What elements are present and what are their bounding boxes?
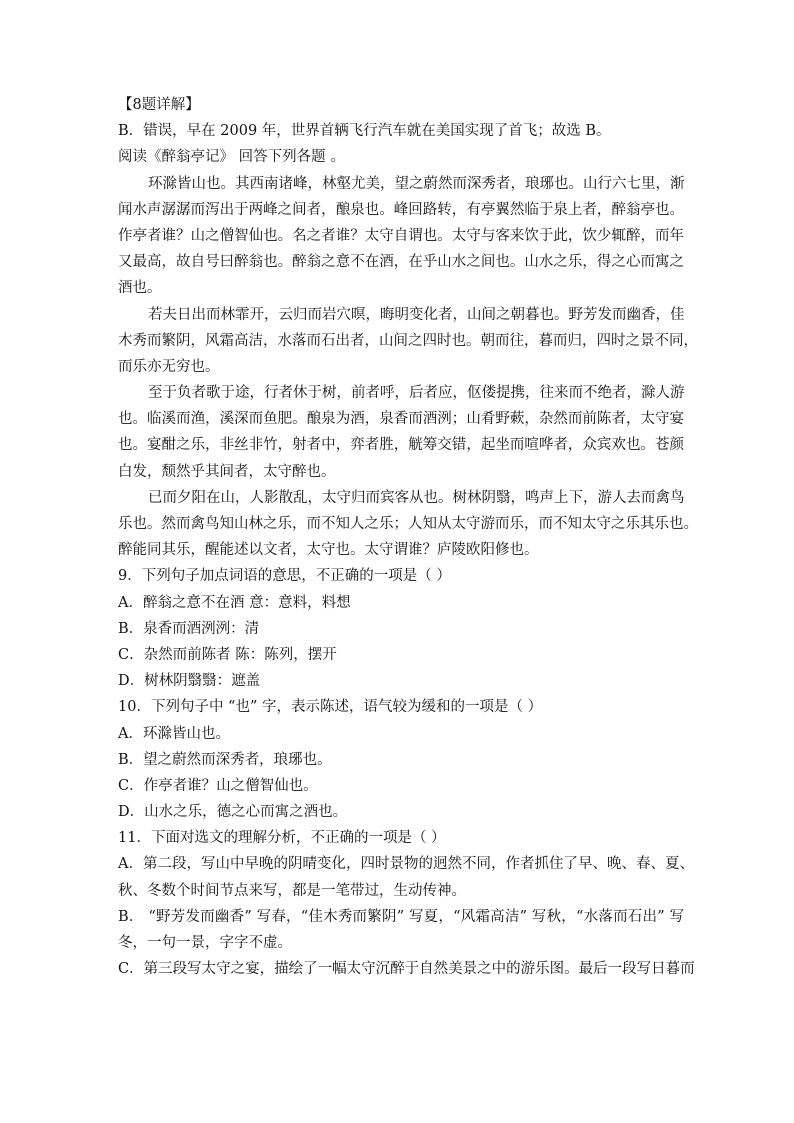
question-9-option-b: B．泉香而酒洌洌：清: [118, 620, 260, 637]
passage-p3-line-1: 至于负者歌于途，行者休于树，前者呼，后者应，伛偻提携，往来而不绝者，滁人游: [148, 385, 685, 402]
passage-p1-line-4: 又最高，故自号曰醉翁也。醉翁之意不在酒，在乎山水之间也。山水之乐，得之心而寓之: [118, 254, 684, 271]
question-9-option-d: D．树林阴翳翳：遮盖: [118, 673, 261, 690]
question-11-option-b-line-2: 冬，一句一景，字字不虚。: [118, 935, 292, 951]
passage-p1-line-3: 作亭者谁？山之僧智仙也。名之者谁？太守自谓也。太守与客来饮于此，饮少辄醉，而年: [118, 227, 684, 244]
passage-p3-line-2: 也。临溪而渔，溪深而鱼肥。酿泉为酒，泉香而酒洌；山肴野蔌，杂然而前陈者，太守宴: [118, 411, 684, 428]
section-heading: 【8题详解】: [118, 97, 200, 113]
question-10-stem: 10．下列句子中 “也” 字，表示陈述，语气较为缓和的一项是（ ）: [118, 699, 543, 716]
document-body: [118, 92, 698, 982]
question-11-option-a-line-2: 秋、冬数个时间节点来写，都是一笔带过，生动传神。: [118, 882, 466, 899]
question-10-option-a: A．环滁皆山也。: [118, 725, 230, 742]
passage-p4-line-2: 乐也。然而禽鸟知山林之乐，而不知人之乐；人知从太守游而乐，而不知太守之乐其乐也。: [118, 516, 698, 532]
passage-p2-line-3: 而乐亦无穷也。: [118, 358, 220, 375]
passage-p1-line-2: 闻水声潺潺而泻出于两峰之间者，酿泉也。峰回路转，有亭翼然临于泉上者，醉翁亭也。: [118, 201, 684, 218]
passage-p2-line-2: 木秀而繁阴，风霜高洁，水落而石出者，山间之四时也。朝而往，暮而归，四时之景不同，: [118, 332, 698, 349]
question-10-option-c: C．作亭者谁？山之僧智仙也。: [118, 777, 318, 794]
question-11-option-b-line-1: B． “野芳发而幽香” 写春，“佳木秀而繁阴” 写夏，“风霜高洁” 写秋，“水落而石出” 写: [118, 908, 684, 925]
question-11-stem: 11．下面对选文的理解分析，不正确的一项是（ ）: [118, 830, 446, 847]
question-10-option-b: B．望之蔚然而深秀者，琅琊也。: [118, 751, 332, 768]
question-9-option-a: A．醉翁之意不在酒 意：意料，料想: [118, 594, 351, 611]
question-11-option-c-line-1: C．第三段写太守之宴，描绘了一幅太守沉醉于自然美景之中的游乐图。最后一段写日暮而: [118, 961, 695, 978]
reading-instruction: 阅读《醉翁亭记》 回答下列各题 。: [118, 149, 345, 166]
answer-explanation: B．错误，早在 2009 年，世界首辆飞行汽车就在美国实现了首飞；故选 B。: [118, 123, 611, 140]
passage-p2-line-1: 若夫日出而林霏开，云归而岩穴暝，晦明变化者，山间之朝暮也。野芳发而幽香，佳: [148, 306, 685, 323]
passage-p1-line-1: 环滁皆山也。其西南诸峰，林壑尤美，望之蔚然而深秀者，琅琊也。山行六七里，渐: [148, 175, 685, 192]
passage-p3-line-4: 白发，颓然乎其间者，太守醉也。: [118, 463, 336, 480]
question-9-stem: 9．下列句子加点词语的意思，不正确的一项是（ ）: [118, 568, 451, 585]
question-9-option-c: C．杂然而前陈者 陈：陈列，摆开: [118, 646, 337, 663]
question-10-option-d: D．山水之乐，德之心而寓之酒也。: [118, 804, 348, 821]
passage-p3-line-3: 也。宴酣之乐，非丝非竹，射者中，弈者胜，觥筹交错，起坐而喧哗者，众宾欢也。苍颜: [118, 437, 684, 454]
passage-p1-line-5: 酒也。: [118, 280, 162, 297]
question-11-option-a-line-1: A．第二段，写山中早晚的阴晴变化，四时景物的迥然不同，作者抓住了早、晚、春、夏、: [118, 856, 694, 873]
passage-p4-line-3: 醉能同其乐，醒能述以文者，太守也。太守谓谁？庐陵欧阳修也。: [118, 542, 539, 559]
passage-p4-line-1: 已而夕阳在山，人影散乱，太守归而宾客从也。树林阴翳，鸣声上下，游人去而禽鸟: [148, 489, 685, 506]
